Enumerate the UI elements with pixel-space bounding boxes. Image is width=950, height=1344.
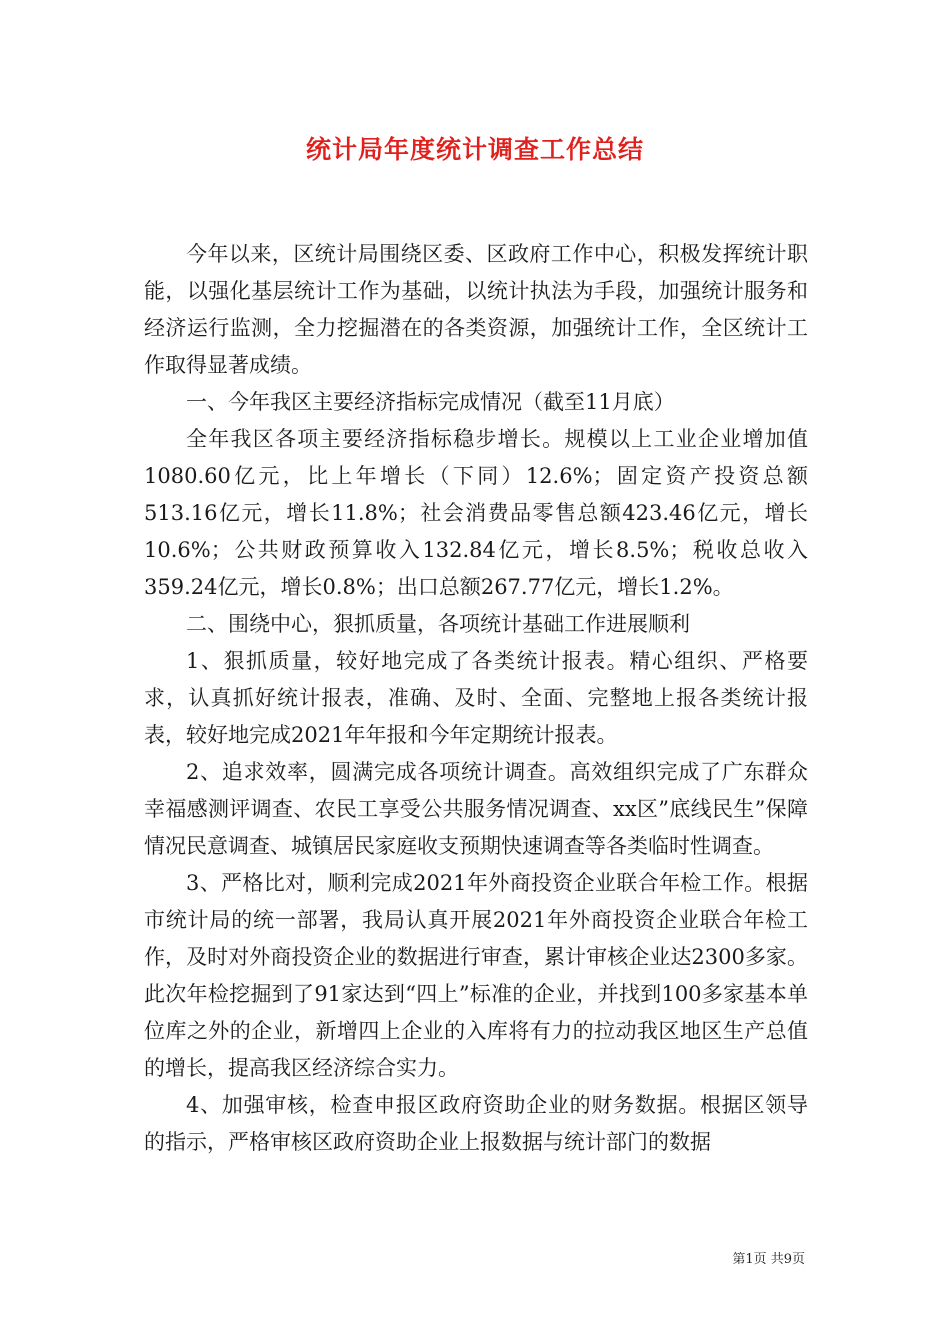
paragraph-item-3: 3、严格比对，顺利完成2021年外商投资企业联合年检工作。根据市统计局的统一部署，我局认真开展2021年外商投资企业联合年检工作，及时对外商投资企业的数据进行审查，累计审核企业达2300多家。此次年检挖掘到了91家达到“四上”标准的企业，并找到100多家基本单位库之外的企业，新增四上企业的入库将有力的拉动我区地区生产总值的增长，提高我区经济综合实力。 [144,871,808,1080]
page-number-footer: 第1页 共9页 [732,1252,805,1267]
section-heading-1: 一、今年我区主要经济指标完成情况（截至11月底） [186,390,675,414]
paragraph-indicators: 全年我区各项主要经济指标稳步增长。规模以上工业企业增加值1080.60亿元，比上年增长（下同）12.6%；固定资产投资总额513.16亿元，增长11.8%；社会消费品零售总额423.46亿元，增长10.6%；公共财政预算收入132.84亿元，增长8.5%；税收总收入359.24亿元，增长0.8%；出口总额267.77亿元，增长1.2%。 [144,427,808,599]
section-heading-2: 二、围绕中心，狠抓质量，各项统计基础工作进展顺利 [186,612,690,636]
document-title: 统计局年度统计调查工作总结 [305,135,644,164]
paragraph-item-1: 1、狠抓质量，较好地完成了各类统计报表。精心组织、严格要求，认真抓好统计报表，准确、及时、全面、完整地上报各类统计报表，较好地完成2021年年报和今年定期统计报表。 [144,649,808,747]
document-body [144,236,808,1161]
paragraph-item-4: 4、加强审核，检查申报区政府资助企业的财务数据。根据区领导的指示，严格审核区政府资助企业上报数据与统计部门的数据 [144,1093,808,1154]
paragraph-intro: 今年以来，区统计局围绕区委、区政府工作中心，积极发挥统计职能，以强化基层统计工作为基础，以统计执法为手段，加强统计服务和经济运行监测，全力挖掘潜在的各类资源，加强统计工作，全区统计工作取得显著成绩。 [144,242,808,377]
paragraph-item-2: 2、追求效率，圆满完成各项统计调查。高效组织完成了广东群众幸福感测评调查、农民工享受公共服务情况调查、xx区”底线民生”保障情况民意调查、城镇居民家庭收支预期快速调查等各类临时性调查。 [144,760,808,858]
